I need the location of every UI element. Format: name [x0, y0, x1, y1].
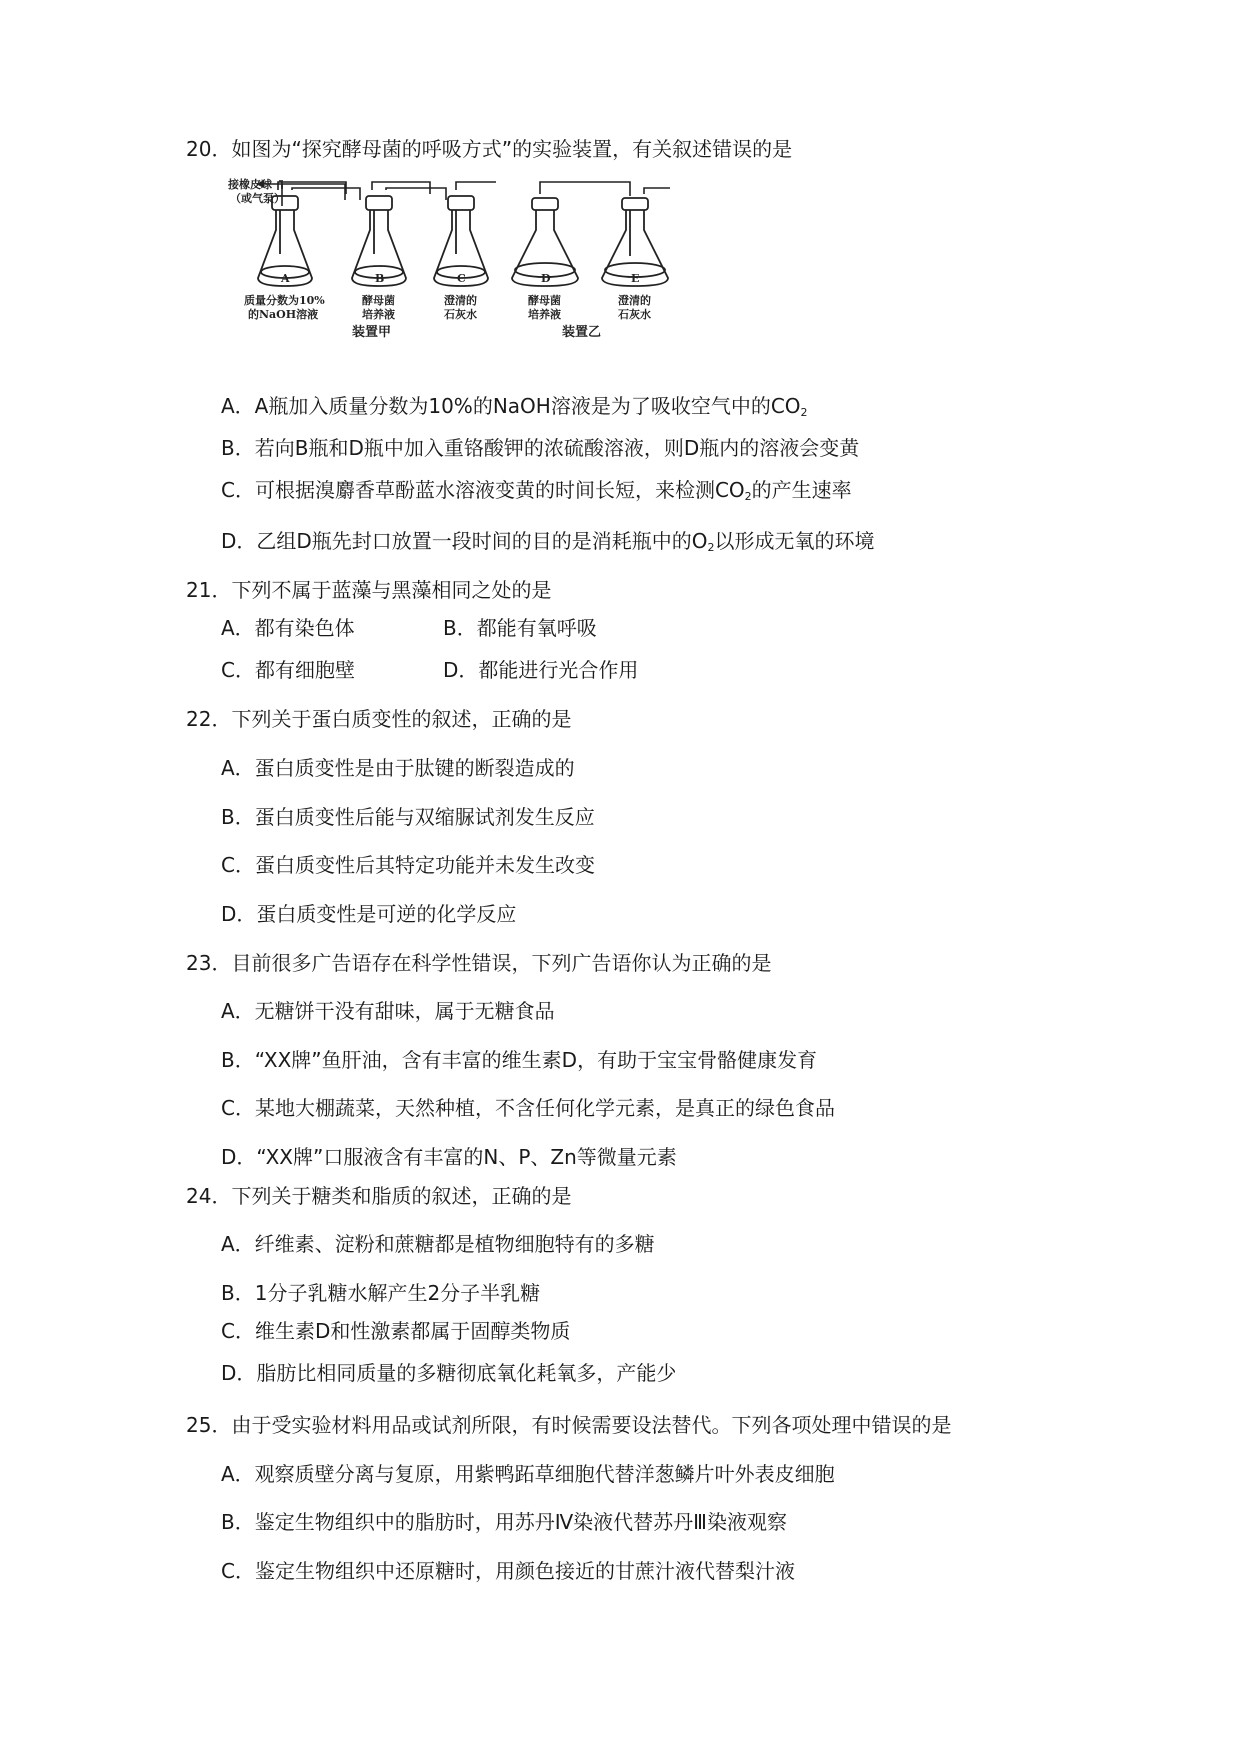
pump-label-1: 接橡皮球	[228, 178, 272, 191]
caption-c-1: 澄清的	[444, 294, 477, 307]
q24-option-a: A．纤维素、淀粉和蔗糖都是植物细胞特有的多糖	[221, 1232, 655, 1256]
q20-option-c: C．可根据溴麝香草酚蓝水溶液变黄的时间长短，来检测$CO_2$的产生速率	[221, 478, 852, 503]
group-label-yi: 装置乙	[562, 325, 602, 340]
flask-d-letter: D	[541, 272, 551, 285]
caption-b-2: 培养液	[362, 308, 395, 321]
q24-option-c: C．维生素D和性激素都属于固醇类物质	[221, 1319, 571, 1343]
caption-c-2: 石灰水	[444, 308, 477, 321]
caption-d-1: 酵母菌	[528, 294, 561, 307]
q25-option-a: A．观察质壁分离与复原，用紫鸭跖草细胞代替洋葱鳞片叶外表皮细胞	[221, 1462, 835, 1486]
q20-stem: 20．如图为“探究酵母菌的呼吸方式”的实验装置，有关叙述错误的是	[186, 137, 793, 161]
q23-option-c: C．某地大棚蔬菜，天然种植，不含任何化学元素，是真正的绿色食品	[221, 1096, 835, 1120]
experiment-apparatus-figure	[228, 178, 680, 340]
q20-option-a: A．A瓶加入质量分数为10%的NaOH溶液是为了吸收空气中的$CO_2$	[221, 394, 808, 419]
flask-a-letter: A	[281, 272, 290, 285]
group-label-jia: 装置甲	[352, 325, 392, 340]
caption-a-2: 的NaOH溶液	[248, 308, 319, 321]
q22-option-c: C．蛋白质变性后其特定功能并未发生改变	[221, 853, 595, 877]
pump-label-2: （或气泵）	[230, 192, 285, 205]
q22-stem: 22．下列关于蛋白质变性的叙述，正确的是	[186, 707, 572, 731]
q22-option-d: D．蛋白质变性是可逆的化学反应	[221, 902, 517, 926]
caption-b-1: 酵母菌	[362, 294, 395, 307]
q21-option-b: B．都能有氧呼吸	[443, 616, 597, 640]
q23-option-a: A．无糖饼干没有甜味，属于无糖食品	[221, 999, 555, 1023]
q21-option-c: C．都有细胞壁	[221, 658, 355, 682]
q21-option-a: A．都有染色体	[221, 616, 355, 640]
q20-option-d: D．乙组D瓶先封口放置一段时间的目的是消耗瓶中的$O_2$以形成无氧的环境	[221, 529, 875, 554]
q20-option-b: B．若向B瓶和D瓶中加入重铬酸钾的浓硫酸溶液，则D瓶内的溶液会变黄	[221, 436, 860, 460]
q23-option-d: D．“XX牌”口服液含有丰富的N、P、Zn等微量元素	[221, 1145, 677, 1169]
q25-option-c: C．鉴定生物组织中还原糖时，用颜色接近的甘蔗汁液代替梨汁液	[221, 1559, 795, 1583]
flask-b-letter: B	[375, 272, 385, 285]
q22-option-b: B．蛋白质变性后能与双缩脲试剂发生反应	[221, 805, 595, 829]
q24-option-d: D．脂肪比相同质量的多糖彻底氧化耗氧多，产能少	[221, 1361, 677, 1385]
q24-option-b: B．1分子乳糖水解产生2分子半乳糖	[221, 1281, 541, 1305]
q23-stem: 23．目前很多广告语存在科学性错误，下列广告语你认为正确的是	[186, 951, 772, 975]
flask-e-letter: E	[631, 272, 640, 285]
caption-e-2: 石灰水	[618, 308, 651, 321]
q23-option-b: B．“XX牌”鱼肝油，含有丰富的维生素D，有助于宝宝骨骼健康发育	[221, 1048, 818, 1072]
q25-option-b: B．鉴定生物组织中的脂肪时，用苏丹Ⅳ染液代替苏丹Ⅲ染液观察	[221, 1510, 787, 1534]
caption-d-2: 培养液	[528, 308, 561, 321]
caption-a-1: 质量分数为10%	[244, 294, 325, 307]
q24-stem: 24．下列关于糖类和脂质的叙述，正确的是	[186, 1184, 572, 1208]
q25-stem: 25．由于受实验材料用品或试剂所限，有时候需要设法替代。下列各项处理中错误的是	[186, 1413, 952, 1437]
caption-e-1: 澄清的	[618, 294, 651, 307]
q21-stem: 21．下列不属于蓝藻与黑藻相同之处的是	[186, 578, 552, 602]
q21-option-d: D．都能进行光合作用	[443, 658, 639, 682]
q22-option-a: A．蛋白质变性是由于肽键的断裂造成的	[221, 756, 575, 780]
flask-c-letter: C	[457, 272, 466, 285]
